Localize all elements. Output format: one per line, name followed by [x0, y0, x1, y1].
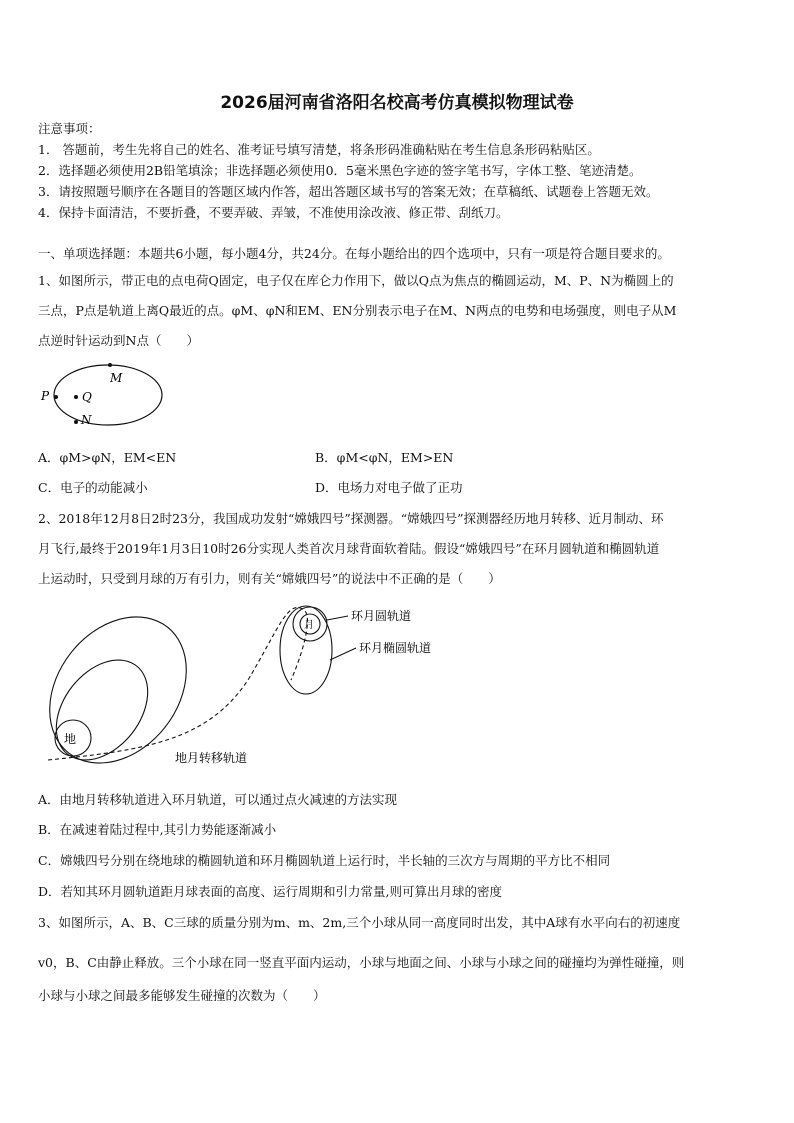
q1-ellipse-figure	[38, 360, 168, 432]
q2-stem-line: 2、2018年12月8日2时23分，我国成功发射“嫦娥四号”探测器。“嫦娥四号”探测器经历地月转移、近月制动、环	[38, 511, 664, 526]
q3-stem-line: 小球与小球之间最多能够发生碰撞的次数为（ ）	[38, 988, 326, 1003]
circle-orbit-label: 环月圆轨道	[351, 609, 412, 623]
q2-option-b: B．在减速着陆过程中,其引力势能逐渐减小	[38, 822, 277, 837]
label-q: Q	[82, 390, 92, 404]
moon-label: 月	[304, 620, 314, 631]
q1-stem-line: 1、如图所示，带正电的点电荷Q固定，电子仅在库仑力作用下，做以Q点为焦点的椭圆运动，M、P、N为椭圆上的	[38, 273, 674, 288]
label-p: P	[41, 389, 50, 403]
q2-orbit-figure	[38, 600, 458, 780]
q1-option-c: C．电子的动能减小	[38, 480, 148, 495]
notice-heading: 注意事项：	[38, 121, 101, 136]
transfer-orbit-label: 地月转移轨道	[175, 751, 248, 765]
earth-label: 地	[64, 732, 77, 746]
ellipse-orbit-label: 环月椭圆轨道	[359, 641, 432, 655]
page-title: 2026届河南省洛阳名校高考仿真模拟物理试卷	[220, 93, 574, 113]
orbit-ellipse	[54, 365, 162, 425]
point-n	[74, 420, 78, 424]
q2-stem-line: 上运动时，只受到月球的万有引力，则有关“嫦娥四号”的说法中不正确的是（ ）	[38, 571, 501, 586]
label-m: M	[110, 371, 123, 385]
point-p	[54, 395, 58, 399]
circle-orbit-leader	[327, 616, 348, 620]
q2-option-c: C．嫦娥四号分别在绕地球的椭圆轨道和环月椭圆轨道上运行时，半长轴的三次方与周期的平方比不相同	[38, 853, 611, 868]
section-heading: 一、单项选择题：本题共6小题，每小题4分，共24分。在每小题给出的四个选项中，只有一项是符合题目要求的。	[38, 246, 670, 261]
point-m	[108, 363, 112, 367]
q1-option-d: D．电场力对电子做了正功	[315, 480, 463, 495]
ellipse-orbit-leader	[330, 648, 356, 660]
label-n: N	[81, 413, 92, 427]
q3-stem-line: 3、如图所示，A、B、C三球的质量分别为m、m、2m,三个小球从同一高度同时出发，其中A球有水平向右的初速度	[38, 915, 681, 930]
q1-option-a: A．φM>φN，EM<EN	[38, 450, 177, 465]
q1-stem-line: 三点，P点是轨道上离Q最近的点。φM、φN和EM、EN分别表示电子在M、N两点的电势和电场强度，则电子从M	[38, 303, 677, 318]
q3-stem-line: v0，B、C由静止释放。三个小球在同一竖直平面内运动，小球与地面之间、小球与小球之间的碰撞均为弹性碰撞，则	[38, 955, 685, 970]
notice-item: 1． 答题前，考生先将自己的姓名、准考证号填写清楚，将条形码准确粘贴在考生信息条形码粘贴区。	[38, 142, 600, 157]
q2-option-a: A．由地月转移轨道进入环月轨道，可以通过点火减速的方法实现	[38, 792, 398, 807]
earth-inner-ellipse	[38, 642, 167, 777]
transfer-orbit-path	[48, 607, 307, 760]
q1-stem-line: 点逆时针运动到N点（ ）	[38, 333, 199, 348]
notice-item: 4．保持卡面清洁，不要折叠，不要弄破、弄皱，不准使用涂改液、修正带、刮纸刀。	[38, 205, 509, 220]
notice-item: 3．请按照题号顺序在各题目的答题区域内作答，超出答题区域书写的答案无效；在草稿纸、试题卷上答题无效。	[38, 184, 659, 199]
notice-item: 2．选择题必须使用2B铅笔填涂；非选择题必须使用0．5毫米黑色字迹的签字笔书写，字体工整、笔迹清楚。	[38, 163, 642, 178]
charge-q	[74, 395, 78, 399]
q1-option-b: B．φM<φN，EM>EN	[315, 450, 454, 465]
q2-option-d: D．若知其环月圆轨道距月球表面的高度、运行周期和引力常量,则可算出月球的密度	[38, 884, 502, 899]
q2-stem-line: 月飞行,最终于2019年1月3日10时26分实现人类首次月球背面软着陆。假设“嫦娥四号”在环月圆轨道和椭圆轨道	[38, 541, 660, 556]
